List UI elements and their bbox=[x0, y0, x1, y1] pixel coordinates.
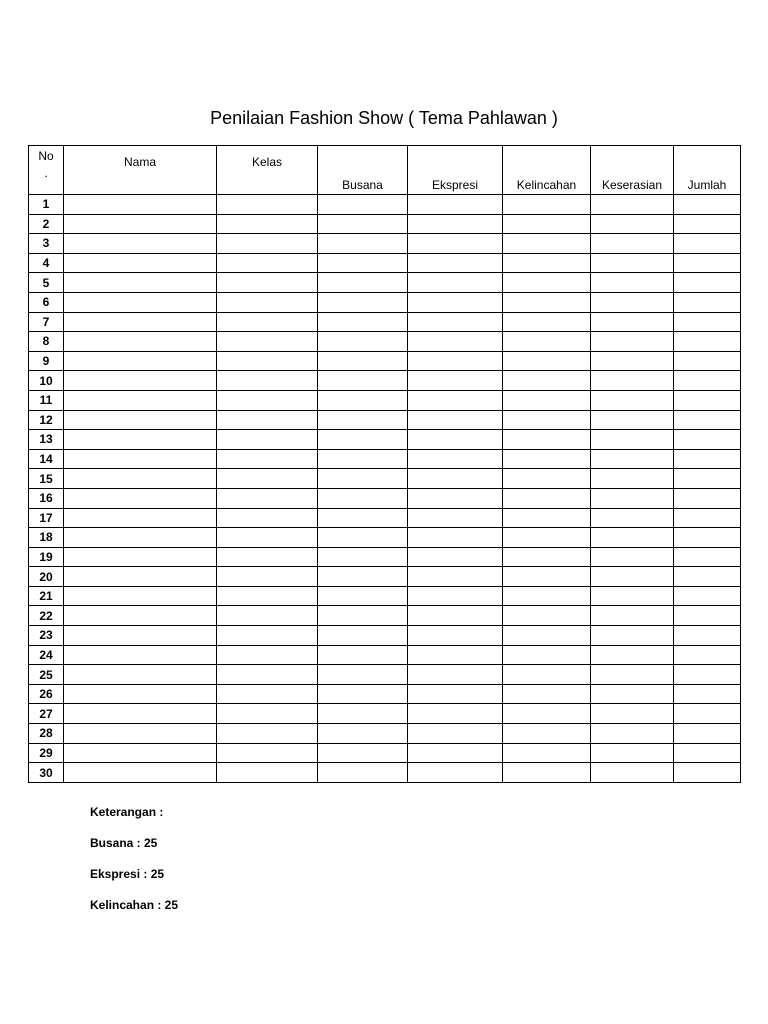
row-number: 19 bbox=[29, 547, 64, 567]
header-no-line2: . bbox=[44, 166, 48, 180]
row-number: 23 bbox=[29, 626, 64, 646]
table-row bbox=[29, 195, 741, 215]
table-row bbox=[29, 508, 741, 528]
jumlah-cell bbox=[674, 449, 741, 469]
busana-cell bbox=[318, 351, 408, 371]
keserasian-cell bbox=[591, 488, 674, 508]
jumlah-cell bbox=[674, 469, 741, 489]
table-row bbox=[29, 234, 741, 254]
nama-cell bbox=[64, 332, 217, 352]
busana-cell bbox=[318, 410, 408, 430]
table-row bbox=[29, 626, 741, 646]
jumlah-cell bbox=[674, 645, 741, 665]
row-number: 27 bbox=[29, 704, 64, 724]
ekspresi-cell bbox=[408, 469, 503, 489]
table-row bbox=[29, 469, 741, 489]
keserasian-cell bbox=[591, 214, 674, 234]
ekspresi-cell bbox=[408, 626, 503, 646]
kelincahan-cell bbox=[503, 234, 591, 254]
jumlah-cell bbox=[674, 724, 741, 744]
jumlah-cell bbox=[674, 684, 741, 704]
keserasian-cell bbox=[591, 626, 674, 646]
jumlah-cell bbox=[674, 312, 741, 332]
kelas-cell bbox=[217, 430, 318, 450]
busana-cell bbox=[318, 508, 408, 528]
jumlah-cell bbox=[674, 763, 741, 783]
busana-cell bbox=[318, 665, 408, 685]
kelas-cell bbox=[217, 214, 318, 234]
ekspresi-cell bbox=[408, 586, 503, 606]
row-number: 11 bbox=[29, 390, 64, 410]
table-row bbox=[29, 547, 741, 567]
kelincahan-cell bbox=[503, 332, 591, 352]
busana-cell bbox=[318, 214, 408, 234]
jumlah-cell bbox=[674, 273, 741, 293]
keserasian-cell bbox=[591, 390, 674, 410]
row-number: 16 bbox=[29, 488, 64, 508]
busana-cell bbox=[318, 626, 408, 646]
table-row bbox=[29, 332, 741, 352]
nama-cell bbox=[64, 195, 217, 215]
table-row bbox=[29, 704, 741, 724]
ekspresi-cell bbox=[408, 684, 503, 704]
nama-cell bbox=[64, 763, 217, 783]
score-table-body bbox=[29, 195, 741, 783]
header-keserasian: Keserasian bbox=[591, 146, 674, 195]
table-row bbox=[29, 586, 741, 606]
header-kelas: Kelas bbox=[217, 146, 318, 195]
row-number: 4 bbox=[29, 253, 64, 273]
keserasian-cell bbox=[591, 332, 674, 352]
kelincahan-cell bbox=[503, 273, 591, 293]
kelincahan-cell bbox=[503, 724, 591, 744]
busana-cell bbox=[318, 684, 408, 704]
nama-cell bbox=[64, 410, 217, 430]
kelincahan-cell bbox=[503, 704, 591, 724]
jumlah-cell bbox=[674, 606, 741, 626]
kelincahan-cell bbox=[503, 586, 591, 606]
busana-cell bbox=[318, 253, 408, 273]
nama-cell bbox=[64, 273, 217, 293]
keserasian-cell bbox=[591, 273, 674, 293]
ekspresi-cell bbox=[408, 449, 503, 469]
row-number: 7 bbox=[29, 312, 64, 332]
ekspresi-cell bbox=[408, 332, 503, 352]
kelincahan-cell bbox=[503, 763, 591, 783]
busana-cell bbox=[318, 469, 408, 489]
keserasian-cell bbox=[591, 508, 674, 528]
nama-cell bbox=[64, 371, 217, 391]
notes-section bbox=[90, 802, 178, 926]
kelas-cell bbox=[217, 371, 318, 391]
ekspresi-cell bbox=[408, 724, 503, 744]
ekspresi-cell bbox=[408, 547, 503, 567]
kelas-cell bbox=[217, 645, 318, 665]
header-row bbox=[29, 146, 741, 195]
nama-cell bbox=[64, 626, 217, 646]
jumlah-cell bbox=[674, 390, 741, 410]
kelincahan-cell bbox=[503, 253, 591, 273]
keserasian-cell bbox=[591, 430, 674, 450]
busana-cell bbox=[318, 606, 408, 626]
nama-cell bbox=[64, 508, 217, 528]
table-row bbox=[29, 371, 741, 391]
jumlah-cell bbox=[674, 371, 741, 391]
kelincahan-cell bbox=[503, 488, 591, 508]
nama-cell bbox=[64, 606, 217, 626]
header-no bbox=[29, 146, 64, 195]
kelincahan-cell bbox=[503, 351, 591, 371]
jumlah-cell bbox=[674, 743, 741, 763]
nama-cell bbox=[64, 469, 217, 489]
ekspresi-cell bbox=[408, 253, 503, 273]
nama-cell bbox=[64, 665, 217, 685]
table-row bbox=[29, 763, 741, 783]
jumlah-cell bbox=[674, 508, 741, 528]
keserasian-cell bbox=[591, 292, 674, 312]
table-row bbox=[29, 430, 741, 450]
header-nama: Nama bbox=[64, 146, 217, 195]
jumlah-cell bbox=[674, 488, 741, 508]
ekspresi-cell bbox=[408, 214, 503, 234]
keserasian-cell bbox=[591, 763, 674, 783]
header-busana: Busana bbox=[318, 146, 408, 195]
nama-cell bbox=[64, 586, 217, 606]
keserasian-cell bbox=[591, 371, 674, 391]
kelas-cell bbox=[217, 488, 318, 508]
jumlah-cell bbox=[674, 253, 741, 273]
busana-cell bbox=[318, 292, 408, 312]
row-number: 26 bbox=[29, 684, 64, 704]
table-row bbox=[29, 312, 741, 332]
busana-cell bbox=[318, 567, 408, 587]
kelas-cell bbox=[217, 234, 318, 254]
busana-cell bbox=[318, 234, 408, 254]
kelas-cell bbox=[217, 390, 318, 410]
busana-cell bbox=[318, 195, 408, 215]
table-row bbox=[29, 645, 741, 665]
busana-cell bbox=[318, 488, 408, 508]
kelincahan-cell bbox=[503, 430, 591, 450]
jumlah-cell bbox=[674, 704, 741, 724]
table-row bbox=[29, 253, 741, 273]
nama-cell bbox=[64, 528, 217, 548]
jumlah-cell bbox=[674, 214, 741, 234]
header-jumlah: Jumlah bbox=[674, 146, 741, 195]
kelas-cell bbox=[217, 332, 318, 352]
ekspresi-cell bbox=[408, 488, 503, 508]
kelas-cell bbox=[217, 273, 318, 293]
kelas-cell bbox=[217, 253, 318, 273]
kelas-cell bbox=[217, 449, 318, 469]
kelincahan-cell bbox=[503, 743, 591, 763]
busana-cell bbox=[318, 547, 408, 567]
kelas-cell bbox=[217, 351, 318, 371]
table-row bbox=[29, 684, 741, 704]
row-number: 24 bbox=[29, 645, 64, 665]
busana-cell bbox=[318, 371, 408, 391]
kelas-cell bbox=[217, 410, 318, 430]
kelas-cell bbox=[217, 724, 318, 744]
row-number: 17 bbox=[29, 508, 64, 528]
jumlah-cell bbox=[674, 547, 741, 567]
keserasian-cell bbox=[591, 410, 674, 430]
ekspresi-cell bbox=[408, 645, 503, 665]
table-row bbox=[29, 488, 741, 508]
table-row bbox=[29, 390, 741, 410]
busana-cell bbox=[318, 586, 408, 606]
table-row bbox=[29, 743, 741, 763]
kelincahan-cell bbox=[503, 312, 591, 332]
kelas-cell bbox=[217, 292, 318, 312]
row-number: 30 bbox=[29, 763, 64, 783]
row-number: 20 bbox=[29, 567, 64, 587]
ekspresi-cell bbox=[408, 312, 503, 332]
kelincahan-cell bbox=[503, 528, 591, 548]
table-row bbox=[29, 449, 741, 469]
keserasian-cell bbox=[591, 547, 674, 567]
jumlah-cell bbox=[674, 410, 741, 430]
keserasian-cell bbox=[591, 234, 674, 254]
kelas-cell bbox=[217, 547, 318, 567]
kelincahan-cell bbox=[503, 390, 591, 410]
kelincahan-cell bbox=[503, 665, 591, 685]
score-table bbox=[28, 145, 741, 783]
ekspresi-cell bbox=[408, 665, 503, 685]
row-number: 18 bbox=[29, 528, 64, 548]
row-number: 8 bbox=[29, 332, 64, 352]
row-number: 25 bbox=[29, 665, 64, 685]
row-number: 6 bbox=[29, 292, 64, 312]
busana-cell bbox=[318, 763, 408, 783]
ekspresi-cell bbox=[408, 430, 503, 450]
ekspresi-cell bbox=[408, 371, 503, 391]
ekspresi-cell bbox=[408, 508, 503, 528]
nama-cell bbox=[64, 488, 217, 508]
kelincahan-cell bbox=[503, 214, 591, 234]
table-row bbox=[29, 273, 741, 293]
jumlah-cell bbox=[674, 430, 741, 450]
jumlah-cell bbox=[674, 332, 741, 352]
keserasian-cell bbox=[591, 469, 674, 489]
page-title: Penilaian Fashion Show ( Tema Pahlawan ) bbox=[210, 108, 558, 128]
nama-cell bbox=[64, 430, 217, 450]
keserasian-cell bbox=[591, 567, 674, 587]
busana-cell bbox=[318, 273, 408, 293]
busana-cell bbox=[318, 528, 408, 548]
kelincahan-cell bbox=[503, 606, 591, 626]
kelincahan-cell bbox=[503, 195, 591, 215]
row-number: 10 bbox=[29, 371, 64, 391]
nama-cell bbox=[64, 547, 217, 567]
kelas-cell bbox=[217, 567, 318, 587]
kelas-cell bbox=[217, 469, 318, 489]
keserasian-cell bbox=[591, 684, 674, 704]
row-number: 15 bbox=[29, 469, 64, 489]
jumlah-cell bbox=[674, 567, 741, 587]
kelincahan-cell bbox=[503, 292, 591, 312]
keserasian-cell bbox=[591, 195, 674, 215]
ekspresi-cell bbox=[408, 273, 503, 293]
notes-item-ekspresi: Ekspresi : 25 bbox=[90, 867, 165, 881]
nama-cell bbox=[64, 684, 217, 704]
keserasian-cell bbox=[591, 645, 674, 665]
kelas-cell bbox=[217, 508, 318, 528]
kelas-cell bbox=[217, 312, 318, 332]
keserasian-cell bbox=[591, 449, 674, 469]
busana-cell bbox=[318, 332, 408, 352]
row-number: 21 bbox=[29, 586, 64, 606]
row-number: 9 bbox=[29, 351, 64, 371]
busana-cell bbox=[318, 743, 408, 763]
ekspresi-cell bbox=[408, 743, 503, 763]
row-number: 13 bbox=[29, 430, 64, 450]
kelas-cell bbox=[217, 743, 318, 763]
jumlah-cell bbox=[674, 626, 741, 646]
keserasian-cell bbox=[591, 528, 674, 548]
ekspresi-cell bbox=[408, 292, 503, 312]
kelas-cell bbox=[217, 195, 318, 215]
table-row bbox=[29, 351, 741, 371]
table-row bbox=[29, 214, 741, 234]
kelincahan-cell bbox=[503, 469, 591, 489]
jumlah-cell bbox=[674, 292, 741, 312]
row-number: 12 bbox=[29, 410, 64, 430]
kelincahan-cell bbox=[503, 684, 591, 704]
keserasian-cell bbox=[591, 665, 674, 685]
row-number: 22 bbox=[29, 606, 64, 626]
ekspresi-cell bbox=[408, 567, 503, 587]
kelincahan-cell bbox=[503, 626, 591, 646]
notes-item-busana: Busana : 25 bbox=[90, 836, 158, 850]
header-no-line1: No bbox=[38, 149, 54, 163]
table-row bbox=[29, 665, 741, 685]
notes-item-kelincahan: Kelincahan : 25 bbox=[90, 898, 179, 912]
kelincahan-cell bbox=[503, 508, 591, 528]
row-number: 2 bbox=[29, 214, 64, 234]
keserasian-cell bbox=[591, 606, 674, 626]
kelas-cell bbox=[217, 704, 318, 724]
kelas-cell bbox=[217, 684, 318, 704]
ekspresi-cell bbox=[408, 410, 503, 430]
table-row bbox=[29, 292, 741, 312]
keserasian-cell bbox=[591, 586, 674, 606]
kelas-cell bbox=[217, 528, 318, 548]
row-number: 5 bbox=[29, 273, 64, 293]
jumlah-cell bbox=[674, 195, 741, 215]
kelincahan-cell bbox=[503, 371, 591, 391]
ekspresi-cell bbox=[408, 528, 503, 548]
ekspresi-cell bbox=[408, 606, 503, 626]
header-ekspresi: Ekspresi bbox=[408, 146, 503, 195]
kelas-cell bbox=[217, 586, 318, 606]
jumlah-cell bbox=[674, 351, 741, 371]
busana-cell bbox=[318, 449, 408, 469]
table-row bbox=[29, 567, 741, 587]
jumlah-cell bbox=[674, 234, 741, 254]
nama-cell bbox=[64, 704, 217, 724]
kelincahan-cell bbox=[503, 449, 591, 469]
busana-cell bbox=[318, 645, 408, 665]
nama-cell bbox=[64, 645, 217, 665]
row-number: 29 bbox=[29, 743, 64, 763]
nama-cell bbox=[64, 743, 217, 763]
kelas-cell bbox=[217, 626, 318, 646]
busana-cell bbox=[318, 430, 408, 450]
kelincahan-cell bbox=[503, 410, 591, 430]
kelincahan-cell bbox=[503, 567, 591, 587]
nama-cell bbox=[64, 449, 217, 469]
jumlah-cell bbox=[674, 586, 741, 606]
keserasian-cell bbox=[591, 253, 674, 273]
ekspresi-cell bbox=[408, 351, 503, 371]
busana-cell bbox=[318, 704, 408, 724]
busana-cell bbox=[318, 390, 408, 410]
kelas-cell bbox=[217, 665, 318, 685]
ekspresi-cell bbox=[408, 704, 503, 724]
nama-cell bbox=[64, 253, 217, 273]
keserasian-cell bbox=[591, 312, 674, 332]
row-number: 28 bbox=[29, 724, 64, 744]
nama-cell bbox=[64, 234, 217, 254]
row-number: 14 bbox=[29, 449, 64, 469]
ekspresi-cell bbox=[408, 195, 503, 215]
header-kelincahan: Kelincahan bbox=[503, 146, 591, 195]
nama-cell bbox=[64, 292, 217, 312]
nama-cell bbox=[64, 724, 217, 744]
row-number: 3 bbox=[29, 234, 64, 254]
keserasian-cell bbox=[591, 704, 674, 724]
jumlah-cell bbox=[674, 528, 741, 548]
kelas-cell bbox=[217, 763, 318, 783]
nama-cell bbox=[64, 567, 217, 587]
kelincahan-cell bbox=[503, 645, 591, 665]
row-number: 1 bbox=[29, 195, 64, 215]
kelincahan-cell bbox=[503, 547, 591, 567]
ekspresi-cell bbox=[408, 390, 503, 410]
busana-cell bbox=[318, 312, 408, 332]
table-row bbox=[29, 528, 741, 548]
nama-cell bbox=[64, 351, 217, 371]
ekspresi-cell bbox=[408, 234, 503, 254]
table-row bbox=[29, 724, 741, 744]
keserasian-cell bbox=[591, 743, 674, 763]
nama-cell bbox=[64, 214, 217, 234]
jumlah-cell bbox=[674, 665, 741, 685]
ekspresi-cell bbox=[408, 763, 503, 783]
busana-cell bbox=[318, 724, 408, 744]
nama-cell bbox=[64, 390, 217, 410]
kelas-cell bbox=[217, 606, 318, 626]
table-row bbox=[29, 606, 741, 626]
notes-heading: Keterangan : bbox=[90, 805, 164, 819]
keserasian-cell bbox=[591, 724, 674, 744]
nama-cell bbox=[64, 312, 217, 332]
table-row bbox=[29, 410, 741, 430]
keserasian-cell bbox=[591, 351, 674, 371]
